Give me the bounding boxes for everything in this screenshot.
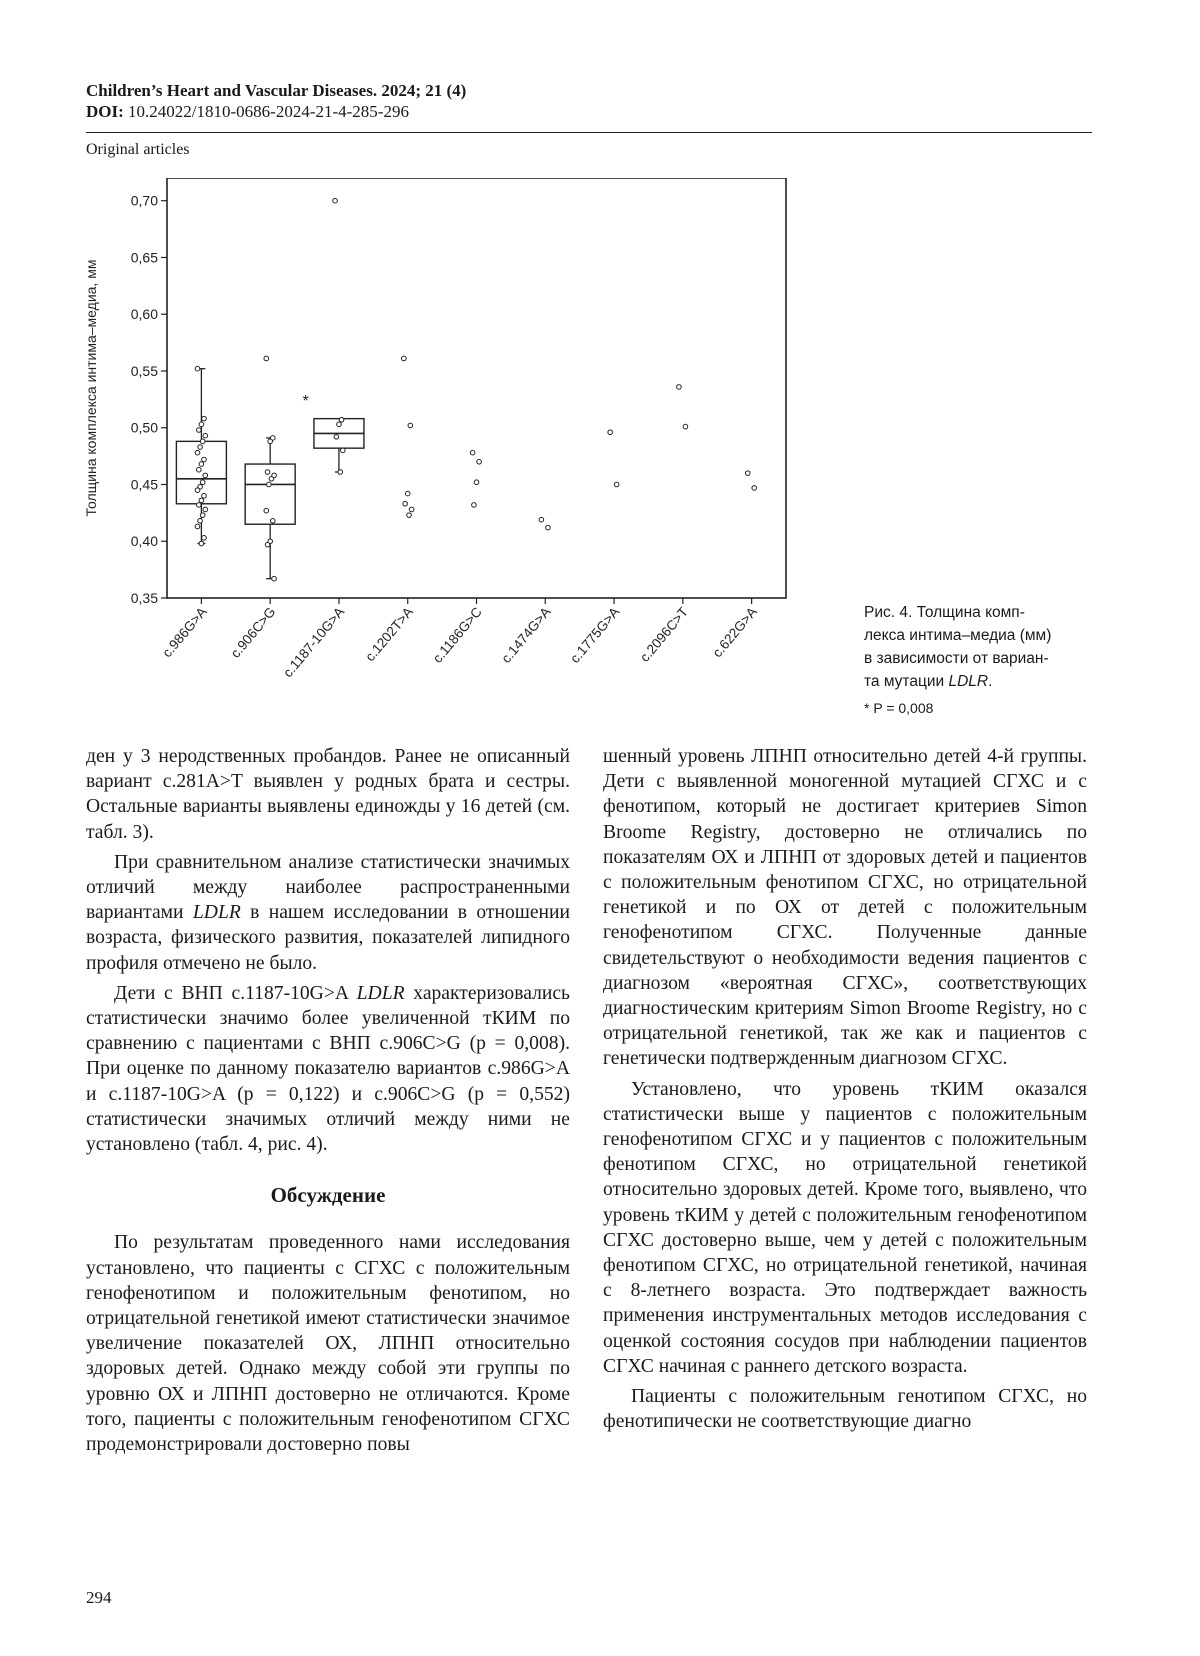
caption-line: в зависимости от вариан- xyxy=(864,650,1049,667)
data-point xyxy=(270,519,275,524)
x-tick-label: c.906C>G xyxy=(227,604,279,661)
data-point xyxy=(202,536,207,541)
significance-asterisk: * xyxy=(302,393,309,411)
text-run: Дети с ВНП c.1187-10G>A xyxy=(114,982,357,1004)
data-point xyxy=(202,457,207,462)
data-point xyxy=(334,435,339,440)
data-point xyxy=(196,503,201,508)
data-point xyxy=(267,482,272,487)
data-point xyxy=(199,422,204,427)
y-tick-label: 0,40 xyxy=(130,533,158,550)
plot-frame xyxy=(167,178,786,598)
text-run: характеризовались статистически значимо более увеличенной тКИМ по сравнению с пациентами с ВНП c.906C>G (p = 0,008). При оценке по данному показателю вариантов c.986G>A и c.1187-10G>A (p = 0,122) и c.906C>G (p = 0,552) статистически значимых отличий между ними не установлено (табл. 4, рис. 4). xyxy=(86,982,570,1156)
data-point xyxy=(546,525,551,530)
caption-gene: LDLR xyxy=(948,673,989,690)
data-point xyxy=(202,494,207,499)
doi-value: 10.24022/1810-0686-2024-21-4-285-296 xyxy=(128,102,409,121)
x-tick-label: c.622G>A xyxy=(709,604,760,661)
box-plot-chart xyxy=(80,178,840,698)
data-point xyxy=(752,486,757,491)
data-point xyxy=(470,450,475,455)
data-point xyxy=(198,445,203,450)
data-point xyxy=(338,470,343,475)
y-axis-label: Толщина комплекса интима–медиа, мм xyxy=(83,259,99,517)
data-point xyxy=(199,462,204,467)
data-point xyxy=(614,482,619,487)
data-point xyxy=(203,433,208,438)
data-point xyxy=(539,517,544,522)
data-point xyxy=(408,423,413,428)
right-column xyxy=(603,744,1087,1439)
data-point xyxy=(265,542,270,547)
paragraph xyxy=(86,981,570,1157)
data-point xyxy=(202,416,207,421)
data-point xyxy=(198,519,203,524)
x-tick-label: c.1186G>C xyxy=(429,604,485,666)
data-point xyxy=(405,491,410,496)
paragraph: Пациенты с положительным генотипом СГХС, но фенотипически не соответствующие диагно xyxy=(603,1386,1087,1433)
data-point xyxy=(264,508,269,513)
page-number: 294 xyxy=(86,1588,112,1607)
x-tick-label: c.1775G>A xyxy=(567,604,623,666)
y-tick-label: 0,45 xyxy=(130,476,158,493)
y-tick-label: 0,55 xyxy=(130,362,158,379)
data-point xyxy=(402,356,407,361)
data-point xyxy=(477,459,482,464)
paragraph: По результатам проведенного нами исследования установлено, что пациенты с СГХС с положительным генофенотипом и положительным фенотипом, но отрицательной генетикой имеют статистически значимое увеличение показателей ОХ, ЛПНП относительно здоровых детей. Однако между собой эти группы по уровню ОХ и ЛПНП достоверно не отличаются. Кроме того, пациенты с положительным генофенотипом СГХС продемонстрировали достоверно повы xyxy=(86,1232,570,1456)
data-point xyxy=(199,541,204,546)
x-tick-label: c.2096C>T xyxy=(636,604,692,665)
data-point xyxy=(196,467,201,472)
data-point xyxy=(203,507,208,512)
y-tick-label: 0,35 xyxy=(130,590,158,606)
box xyxy=(176,441,226,503)
header-rule xyxy=(86,132,1092,133)
data-point xyxy=(195,450,200,455)
gene-name: LDLR xyxy=(192,902,241,924)
data-point xyxy=(195,524,200,529)
data-point xyxy=(745,471,750,476)
text-run: в нашем исследовании в отношении возраста, физического развития, показателей липидного профиля отмечено не было. xyxy=(86,902,571,974)
paragraph: шенный уровень ЛПНП относительно детей 4-й группы. Дети с выявленной моногенной мутацией СГХС и с фенотипом, который не достигает критериев Simon Broome Registry, достоверно не отличались по показателям ОХ и ЛПНП от здоровых детей и пациентов с положительным фенотипом СГХС, но отрицательной генетикой и по ОХ от детей с положительным генофенотипом СГХС. Полученные данные свидетельствуют о необходимости ведения пациентов с диагнозом «вероятная СГХС», соответствующих диагностическим критериям Simon Broome Registry, но с отрицательной генетикой, так же как и пациентов с генетически подтвержденным диагнозом СГХС. xyxy=(603,746,1087,1070)
data-point xyxy=(683,424,688,429)
data-point xyxy=(268,439,273,444)
data-point xyxy=(264,356,269,361)
caption-line: лекса интима–медиа (мм) xyxy=(864,627,1052,644)
left-column xyxy=(86,744,570,1462)
data-point xyxy=(195,488,200,493)
caption-end: . xyxy=(988,673,993,690)
data-point xyxy=(474,480,479,485)
data-point xyxy=(272,576,277,581)
data-point xyxy=(677,385,682,390)
data-point xyxy=(472,503,477,508)
x-tick-label: c.1187-10G>A xyxy=(280,604,348,681)
running-header xyxy=(86,80,1092,122)
y-tick-label: 0,70 xyxy=(130,192,158,209)
data-point xyxy=(203,473,208,478)
paragraph: ден у 3 неродственных пробандов. Ранее не описанный вариант c.281A>T выявлен у родных брата и сестры. Остальные варианты выявлены единожды у 16 детей (см. табл. 3). xyxy=(86,746,570,843)
paragraph: Установлено, что уровень тКИМ оказался статистически выше у пациентов с положительным генофенотипом СГХС и у пациентов с положительным фенотипом СГХС, но отрицательной генетикой относительно здоровых детей. Кроме того, выявлено, что уровень тКИМ у детей с положительным генофенотипом СГХС достоверно выше, чем у детей с положительным фенотипом СГХС, но отрицательной генетикой, начиная с 8-летнего возраста. Это подтверждает важность применения инструментальных методов исследования с оценкой состояния сосудов при наблюдении пациентов СГХС начиная с раннего детского возраста. xyxy=(603,1078,1087,1377)
data-point xyxy=(200,513,205,518)
data-point xyxy=(196,428,201,433)
doi-label: DOI: xyxy=(86,102,124,121)
y-tick-label: 0,65 xyxy=(130,249,158,266)
caption-line-start: та мутации xyxy=(864,673,949,690)
caption-line xyxy=(864,670,1092,693)
y-tick-label: 0,60 xyxy=(130,306,158,323)
data-point xyxy=(333,198,338,203)
x-tick-label: c.1202T>A xyxy=(362,604,417,665)
journal-title: Children’s Heart and Vascular Diseases. 2024; 21 (4) xyxy=(86,81,467,100)
data-point xyxy=(339,417,344,422)
data-point xyxy=(200,439,205,444)
data-point xyxy=(200,480,205,485)
data-point xyxy=(608,430,613,435)
data-point xyxy=(199,498,204,503)
data-point xyxy=(269,477,274,482)
x-tick-label: c.1474G>A xyxy=(498,604,554,666)
text-run: При сравнительном анализе статистически значимых отличий между наиболее распространенными вариантами xyxy=(86,851,570,924)
significance-note: * P = 0,008 xyxy=(864,700,934,716)
data-point xyxy=(341,448,346,453)
caption-line: Рис. 4. Толщина комп- xyxy=(864,604,1025,621)
figure-caption xyxy=(864,601,1092,693)
data-point xyxy=(403,501,408,506)
y-tick-label: 0,50 xyxy=(130,419,158,436)
data-point xyxy=(337,422,342,427)
section-heading: Обсуждение xyxy=(270,1183,386,1208)
box xyxy=(245,464,295,524)
data-point xyxy=(409,507,414,512)
section-label: Original articles xyxy=(86,141,190,158)
paragraph xyxy=(86,850,570,976)
doi-line xyxy=(86,101,1092,122)
data-point xyxy=(195,366,200,371)
data-point xyxy=(265,470,270,475)
x-tick-label: c.986G>A xyxy=(159,604,210,661)
data-point xyxy=(407,513,412,518)
gene-name: LDLR xyxy=(356,982,405,1004)
